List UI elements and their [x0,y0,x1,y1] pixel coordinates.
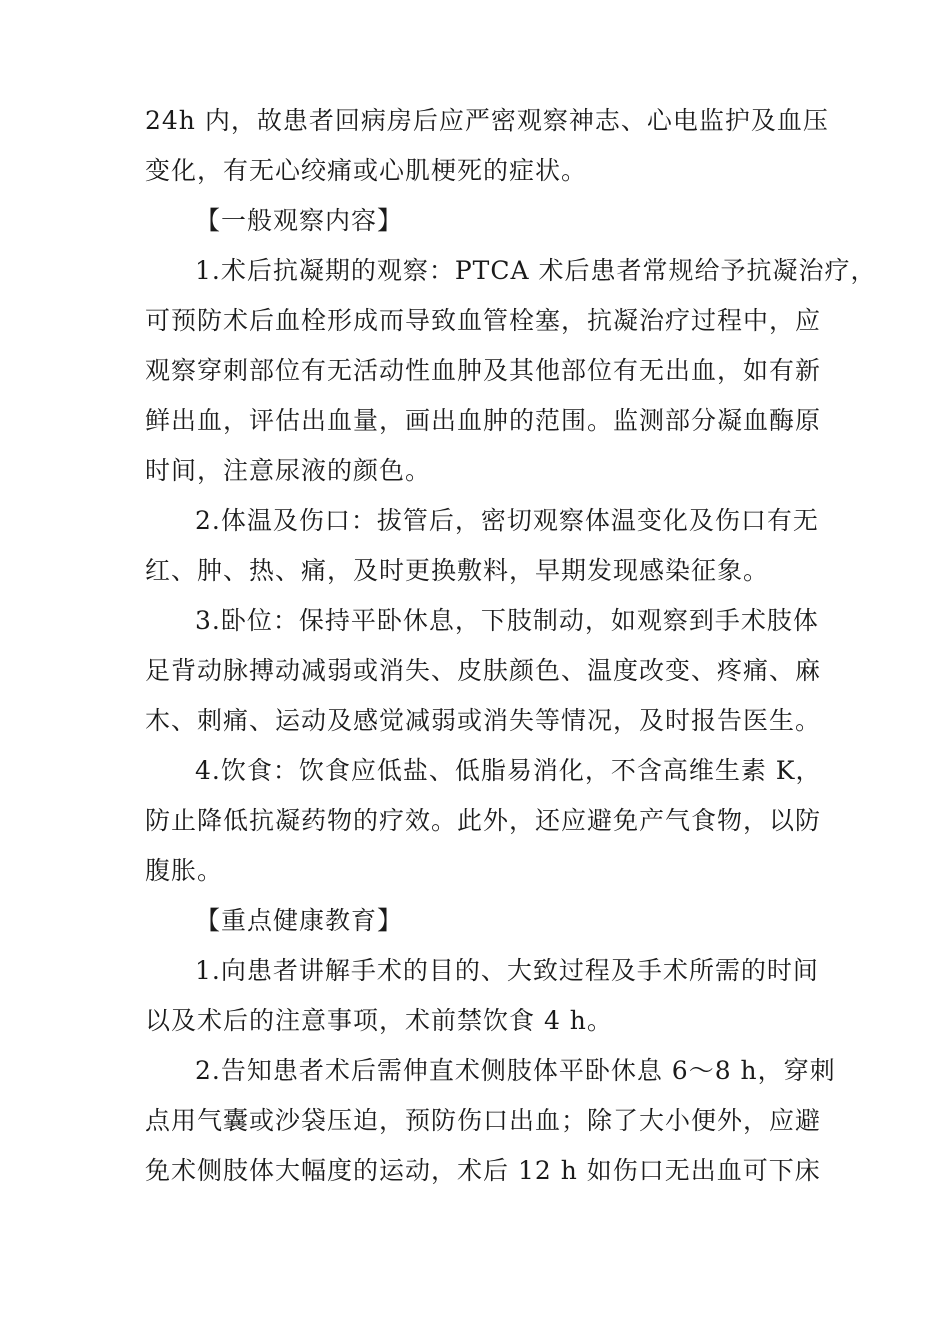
text-line: 可预防术后血栓形成而导致血管栓塞，抗凝治疗过程中，应 [145,306,822,335]
text-line: 免术侧肢体大幅度的运动，术后 12 h 如伤口无出血可下床 [145,1156,821,1185]
text-line: 24h 内，故患者回病房后应严密观察神志、心电监护及血压 [145,106,829,135]
section-heading: 【一般观察内容】 [195,206,404,235]
text-line: 鲜出血，评估出血量，画出血肿的范围。监测部分凝血酶原 [145,406,822,435]
text-line: 2.告知患者术后需伸直术侧肢体平卧休息 6～8 h，穿刺 [195,1056,836,1085]
text-line: 防止降低抗凝药物的疗效。此外，还应避免产气食物，以防 [145,806,822,835]
text-line: 红、肿、热、痛，及时更换敷料，早期发现感染征象。 [145,556,770,585]
text-line: 时间，注意尿液的颜色。 [145,456,432,485]
text-line: 1.向患者讲解手术的目的、大致过程及手术所需的时间 [195,956,819,985]
document-body [145,96,877,1196]
text-line: 4.饮食：饮食应低盐、低脂易消化，不含高维生素 K， [195,756,822,785]
section-heading: 【重点健康教育】 [195,906,404,935]
text-line: 点用气囊或沙袋压迫，预防伤口出血；除了大小便外，应避 [145,1106,822,1135]
text-line: 1.术后抗凝期的观察：PTCA 术后患者常规给予抗凝治疗， [195,256,877,285]
text-line: 木、刺痛、运动及感觉减弱或消失等情况，及时报告医生。 [145,706,822,735]
text-line: 腹胀。 [145,856,224,885]
text-line: 变化，有无心绞痛或心肌梗死的症状。 [145,156,588,185]
text-line: 3.卧位：保持平卧休息，下肢制动，如观察到手术肢体 [195,606,819,635]
text-line: 足背动脉搏动减弱或消失、皮肤颜色、温度改变、疼痛、麻 [145,656,822,685]
text-line: 以及术后的注意事项，术前禁饮食 4 h。 [145,1006,613,1035]
text-line: 2.体温及伤口：拔管后，密切观察体温变化及伤口有无 [195,506,819,535]
text-line: 观察穿刺部位有无活动性血肿及其他部位有无出血，如有新 [145,356,822,385]
